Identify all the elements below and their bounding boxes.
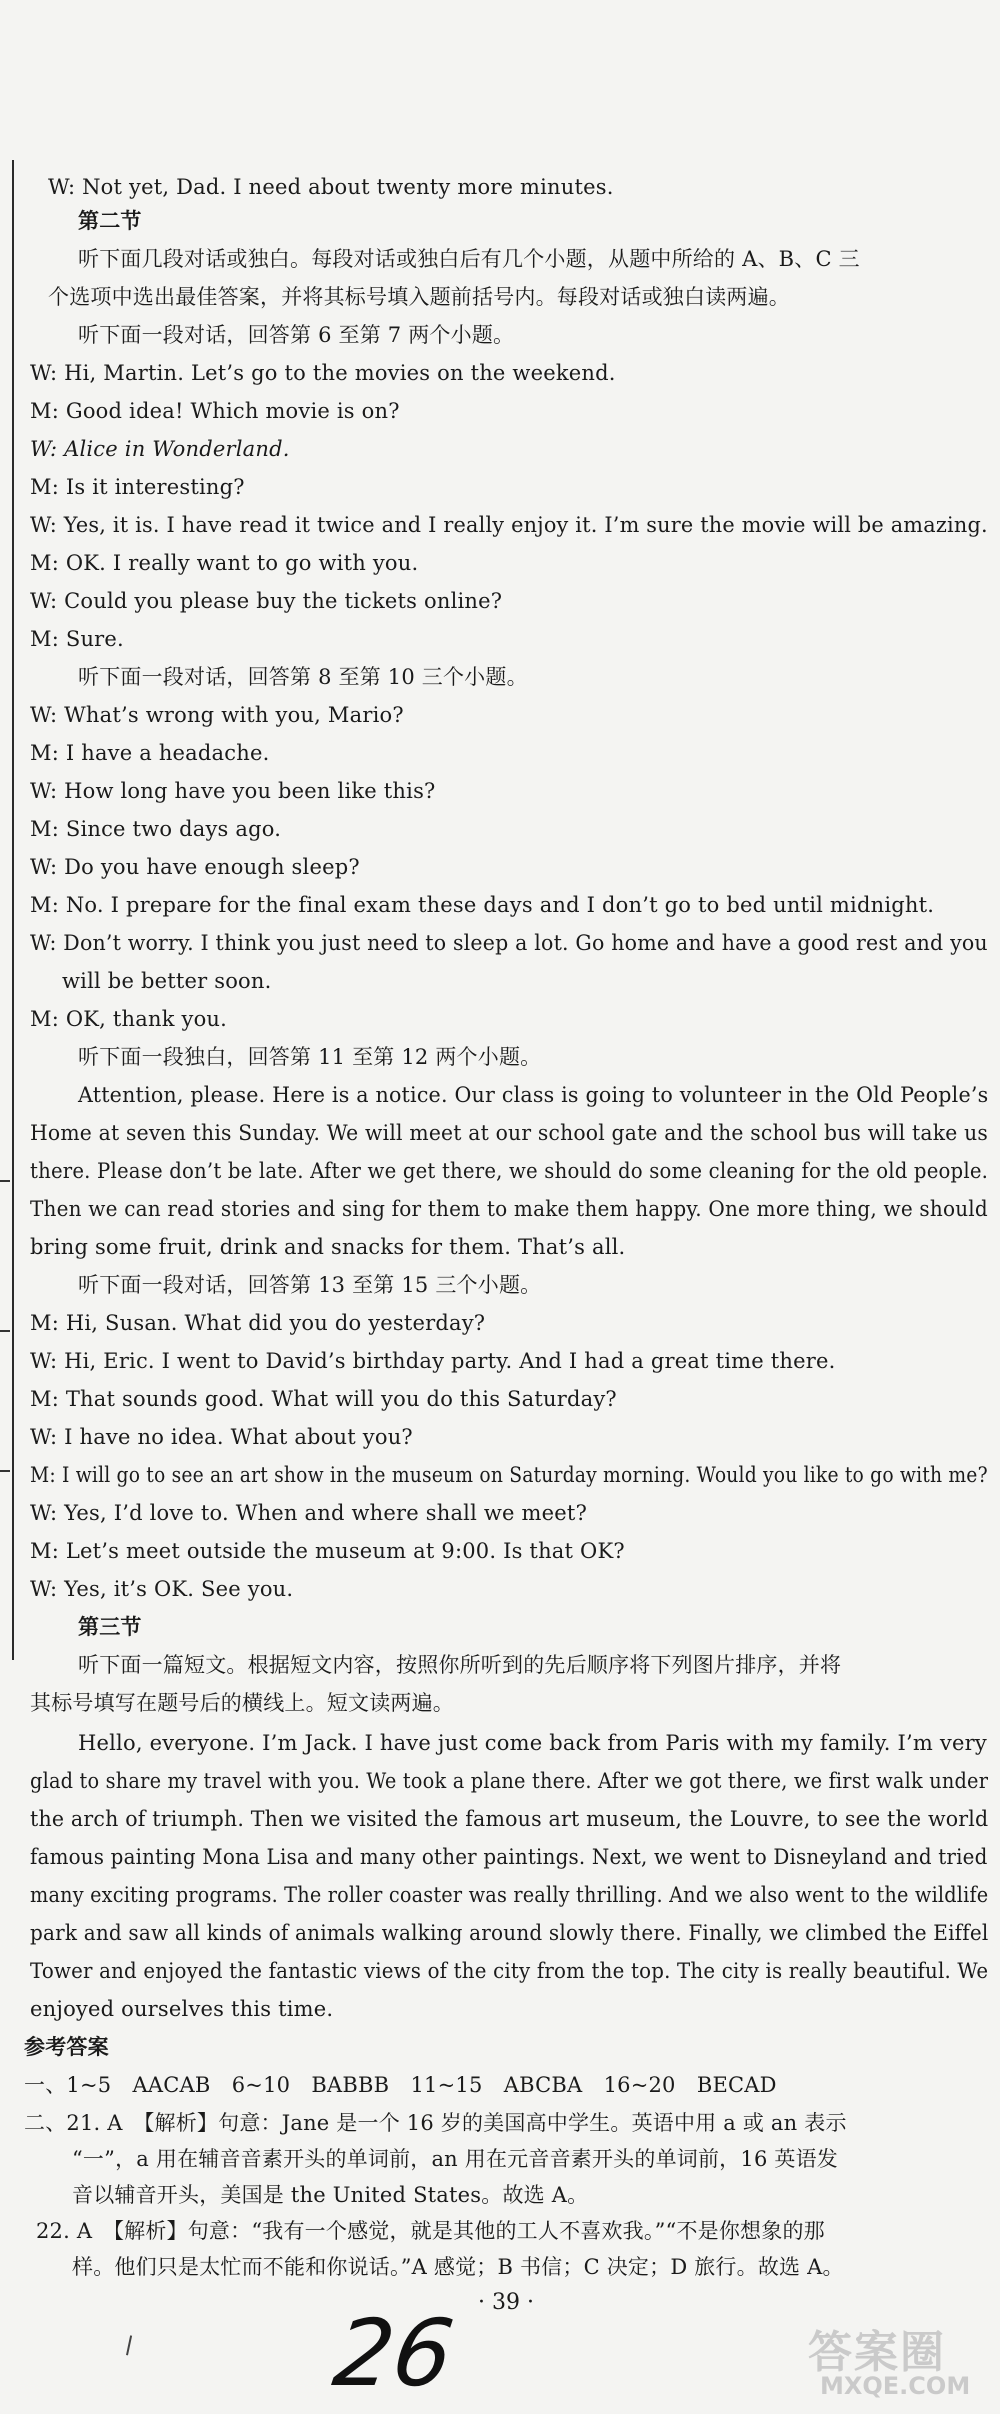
passage-line: Hello, everyone. I’m Jack. I have just come back from Paris with my family. I’m very [78, 1731, 987, 1755]
section-heading: 第二节 [78, 208, 142, 233]
passage-line: the arch of triumph. Then we visited the famous art museum, the Louvre, to see the world [30, 1807, 989, 1831]
dialogue-line: M: That sounds good. What will you do this Saturday? [30, 1387, 617, 1411]
question-intro: 听下面一段独白，回答第 11 至第 12 两个小题。 [78, 1045, 542, 1069]
dialogue-line: M: Since two days ago. [30, 817, 282, 841]
dialogue-line: W: Do you have enough sleep? [30, 855, 360, 879]
dialogue-line: W: Yes, it is. I have read it twice and I really enjoy it. I’m sure the movie will be amazing. [30, 513, 988, 537]
dialogue-line: W: I have no idea. What about you? [30, 1425, 413, 1449]
dialogue-line: M: Sure. [30, 627, 124, 651]
passage-line: famous painting Mona Lisa and many other paintings. Next, we went to Disneyland and tried [30, 1845, 988, 1869]
dialogue-line: M: No. I prepare for the final exam these days and I don’t go to bed until midnight. [30, 893, 935, 917]
dialogue-line: M: I will go to see an art show in the museum on Saturday morning. Would you like to go with me? [30, 1463, 988, 1487]
question-intro: 听下面一段对话，回答第 8 至第 10 三个小题。 [78, 665, 528, 689]
dialogue-line: W: Alice in Wonderland. [30, 437, 290, 461]
dialogue-line: W: Hi, Eric. I went to David’s birthday party. And I had a great time there. [30, 1349, 836, 1373]
answer-line: 一、1~5 AACAB 6~10 BABBB 11~15 ABCBA 16~20 BECAD [24, 2073, 777, 2097]
answer-line: 样。他们只是太忙而不能和你说话。”A 感觉；B 书信；C 决定；D 旅行。故选 A。 [72, 2255, 844, 2279]
answer-line: 二、21. A 【解析】句意：Jane 是一个 16 岁的美国高中学生。英语中用 a 或 an 表示 [24, 2111, 847, 2135]
passage-line: Tower and enjoyed the fantastic views of the city from the top. The city is really beautiful. We [30, 1959, 989, 1983]
watermark-url: MXQE.COM [820, 2372, 971, 2400]
answer-line: “一”，a 用在辅音音素开头的单词前，an 用在元音音素开头的单词前，16 英语发 [72, 2147, 838, 2171]
answer-line: 22. A 【解析】句意：“我有一个感觉，就是其他的工人不喜欢我。”“不是你想象的那 [36, 2219, 825, 2243]
passage-line: many exciting programs. The roller coaster was really thrilling. And we also went to the wildlife [30, 1883, 989, 1907]
monologue-line: Home at seven this Sunday. We will meet at our school gate and the school bus will take us [30, 1121, 988, 1145]
dialogue-line: will be better soon. [62, 969, 272, 993]
dialogue-line: M: Is it interesting? [30, 475, 245, 499]
dialogue-line: W: Don’t worry. I think you just need to sleep a lot. Go home and have a good rest and you [30, 931, 988, 955]
dialogue-line: W: Could you please buy the tickets online? [30, 589, 503, 613]
monologue-line: Attention, please. Here is a notice. Our class is going to volunteer in the Old People’s [78, 1083, 989, 1107]
instruction-line: 个选项中选出最佳答案，并将其标号填入题前括号内。每段对话或独白读两遍。 [48, 285, 790, 309]
dialogue-line: W: Hi, Martin. Let’s go to the movies on the weekend. [30, 361, 616, 385]
answer-line: 音以辅音开头，美国是 the United States。故选 A。 [72, 2183, 589, 2207]
dialogue-line: W: What’s wrong with you, Mario? [30, 703, 404, 727]
pen-mark [126, 2335, 138, 2356]
dialogue-line: W: Yes, it’s OK. See you. [30, 1577, 294, 1601]
monologue-line: there. Please don’t be late. After we get there, we should do some cleaning for the old people. [30, 1159, 989, 1183]
page-number: · 39 · [478, 2290, 534, 2315]
monologue-line: bring some fruit, drink and snacks for them. That’s all. [30, 1235, 626, 1259]
binding-margin-rule [12, 160, 14, 1660]
instruction-line: 其标号填写在题号后的横线上。短文读两遍。 [30, 1691, 454, 1715]
monologue-line: Then we can read stories and sing for them to make them happy. One more thing, we should [30, 1197, 988, 1221]
margin-tick [0, 1180, 10, 1182]
dialogue-line: W: Yes, I’d love to. When and where shall we meet? [30, 1501, 588, 1525]
margin-tick [0, 1330, 10, 1332]
dialogue-line: W: How long have you been like this? [30, 779, 436, 803]
dialogue-line: M: OK. I really want to go with you. [30, 551, 419, 575]
section-heading: 第三节 [78, 1614, 142, 1639]
handwritten-number: 26 [327, 2300, 460, 2407]
margin-tick [0, 1470, 10, 1472]
passage-line: park and saw all kinds of animals walking around slowly there. Finally, we climbed the Eiffel [30, 1921, 989, 1945]
dialogue-line: M: Hi, Susan. What did you do yesterday? [30, 1311, 486, 1335]
text-line: W: Not yet, Dad. I need about twenty more minutes. [48, 175, 614, 199]
dialogue-line: M: I have a headache. [30, 741, 270, 765]
question-intro: 听下面一段对话，回答第 6 至第 7 两个小题。 [78, 323, 515, 347]
answer-key-heading: 参考答案 [24, 2034, 109, 2059]
passage-line: enjoyed ourselves this time. [30, 1997, 334, 2021]
watermark [808, 2316, 988, 2408]
dialogue-line: M: Good idea! Which movie is on? [30, 399, 400, 423]
instruction-line: 听下面几段对话或独白。每段对话或独白后有几个小题，从题中所给的 A、B、C 三 [78, 247, 860, 271]
dialogue-line: M: OK, thank you. [30, 1007, 228, 1031]
dialogue-line: M: Let’s meet outside the museum at 9:00. Is that OK? [30, 1539, 625, 1563]
passage-line: glad to share my travel with you. We took a plane there. After we got there, we first walk under [30, 1769, 989, 1793]
question-intro: 听下面一段对话，回答第 13 至第 15 三个小题。 [78, 1273, 542, 1297]
instruction-line: 听下面一篇短文。根据短文内容，按照你所听到的先后顺序将下列图片排序，并将 [78, 1653, 842, 1677]
watermark-logo: 答案圈 [808, 2327, 946, 2378]
